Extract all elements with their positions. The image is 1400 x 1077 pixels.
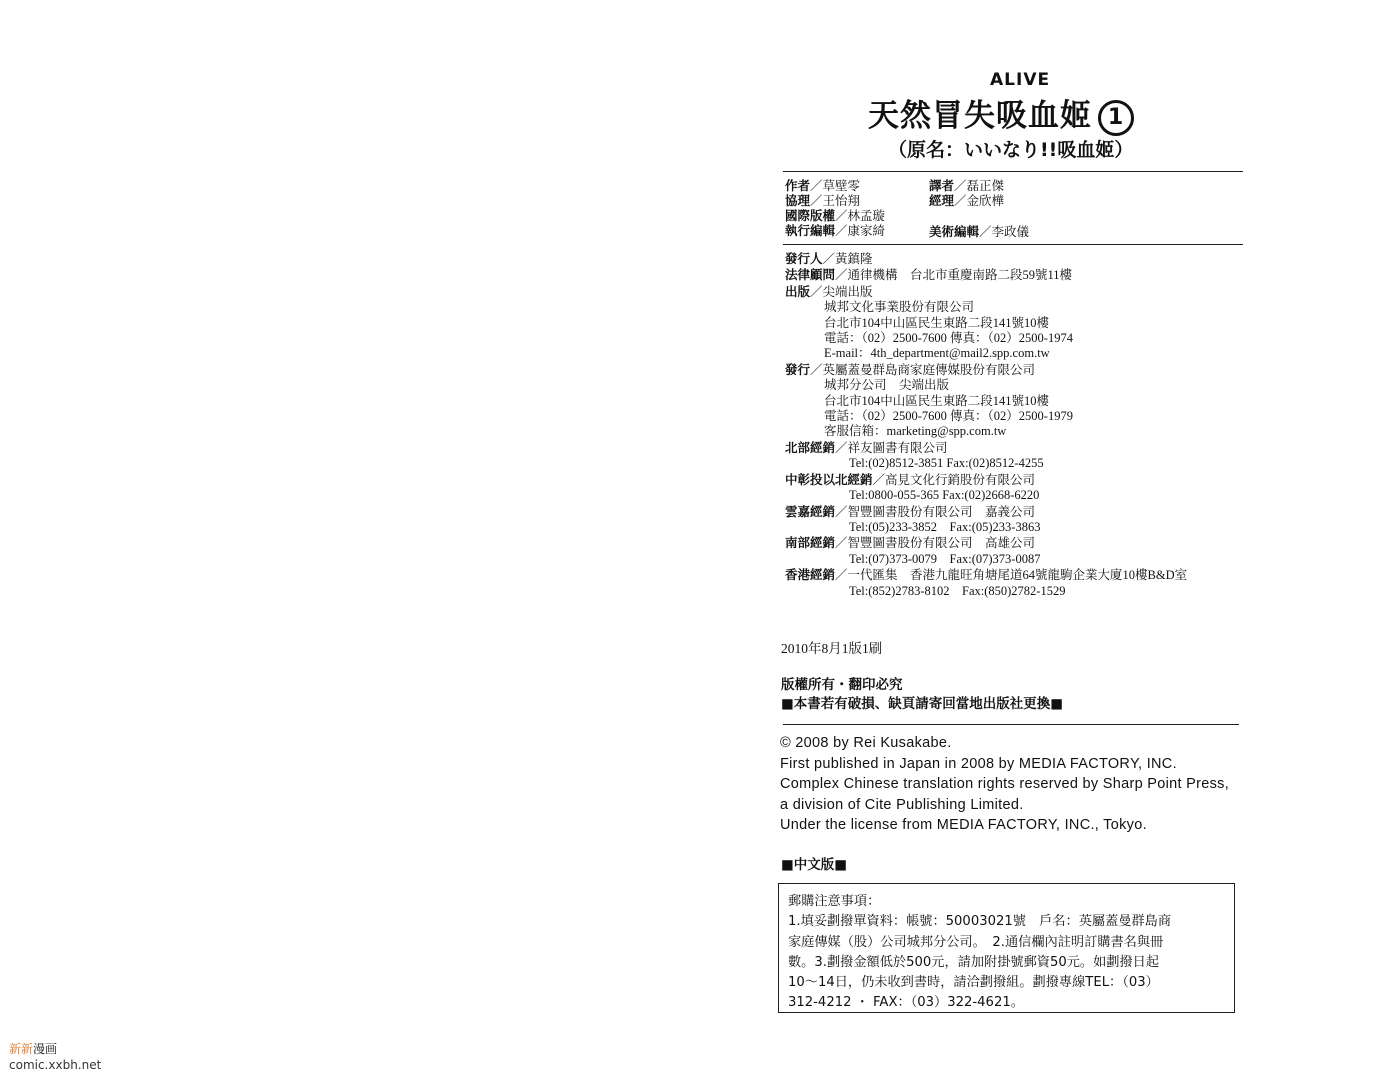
pub-line: 發行人／黃鎮隆 [785,251,873,266]
credit-art-editor: 美術編輯／李政儀 [929,224,1030,239]
pub-line: 電話：（02）2500-7600 傳真：（02）2500-1974 [824,331,1073,346]
pub-line: 城邦文化事業股份有限公司 [824,300,975,315]
rights-line-2: ■本書若有破損、缺頁請寄回當地出版社更換■ [781,696,1064,712]
pub-line: 客服信箱：marketing@spp.com.tw [824,424,1007,439]
notice-line: 10～14日，仍未收到書時，請洽劃撥組。劃撥專線TEL：（03） [788,975,1159,991]
copyright-line: © 2008 by Rei Kusakabe. [780,735,952,751]
pub-line: 南部經銷／智豐圖書股份有限公司 高雄公司 [785,535,1036,551]
pub-line: Tel:0800-055-365 Fax:(02)2668-6220 [849,488,1040,503]
notice-line: 數。3.劃撥金額低於500元，請加附掛號郵資50元。如劃撥日起 [788,954,1160,970]
copyright-line: Complex Chinese translation rights reserved by Sharp Point Press, [780,776,1230,793]
credit-author: 作者／草壁零 [785,178,861,193]
pub-line: 台北市104中山區民生東路二段141號10樓 [824,315,1050,330]
pub-line: Tel:(852)2783-8102 Fax:(850)2782-1529 [849,583,1066,598]
credit-assistant-manager: 協理／王怡翔 [785,193,861,208]
rights-notice [781,676,1063,714]
pub-line: 法律顧問／通律機構 台北市重慶南路二段59號11樓 [785,267,1073,283]
rights-line-1: 版權所有・翻印必究 [781,677,903,693]
pub-line: 城邦分公司 尖端出版 [824,378,950,393]
pub-line: 出版／尖端出版 [785,283,873,299]
edition-date: 2010年8月1版1刷 [781,641,883,656]
publishing-info [785,251,1187,599]
pub-line: Tel:(02)8512-3851 Fax:(02)8512-4255 [849,456,1044,471]
pub-line: Tel:(07)373-0079 Fax:(07)373-0087 [849,551,1041,566]
chinese-edition-label: ■中文版■ [781,857,848,873]
book-title [868,90,1134,136]
copyright-line: a division of Cite Publishing Limited. [780,796,1024,813]
copyright-english [780,733,1229,836]
divider-bottom [783,724,1239,725]
pub-line: 香港經銷／一代匯集 香港九龍旺角塘尾道64號龍駒企業大廈10樓B&D室 [785,567,1188,583]
pub-line: 電話：（02）2500-7600 傳真：（02）2500-1979 [824,409,1073,424]
watermark-site-name: 新新漫画 [9,1042,58,1056]
credit-executive-editor: 執行編輯／康家綺 [785,223,886,238]
book-title-text: 天然冒失吸血姬 [868,98,1092,134]
credit-translator: 譯者／磊正傑 [929,178,1005,193]
credit-manager: 經理／金欣樺 [929,193,1005,208]
pub-line: Tel:(05)233-3852 Fax:(05)233-3863 [849,519,1041,534]
divider-middle [783,244,1243,245]
notice-line: 家庭傳媒（股）公司城邦分公司。 2.通信欄內註明訂購書名與冊 [788,934,1164,950]
notice-line: 1.填妥劃撥單資料：帳號：50003021號 戶名：英屬蓋曼群島商 [788,914,1172,930]
pub-line: 發行／英屬蓋曼群島商家庭傳媒股份有限公司 [785,361,1036,377]
volume-number: 1 [1098,100,1134,136]
copyright-line: Under the license from MEDIA FACTORY, INC., Tokyo. [780,817,1147,834]
pub-line: E-mail：4th_department@mail2.spp.com.tw [824,346,1050,361]
credit-international-rights: 國際版權／林孟璇 [785,208,886,223]
mail-order-notice [778,883,1235,1013]
notice-line: 郵購注意事項： [788,894,881,909]
pub-line: 雲嘉經銷／智豐圖書股份有限公司 嘉義公司 [785,503,1036,519]
notice-line: 312-4212 ・ FAX：（03）322-4621。 [788,995,1024,1011]
divider-top [783,171,1243,172]
pub-line: 北部經銷／祥友圖書有限公司 [785,439,948,455]
copyright-line: First published in Japan in 2008 by MEDIA FACTORY, INC. [780,755,1177,772]
series-label: ALIVE [990,70,1051,90]
pub-line: 台北市104中山區民生東路二段141號10樓 [824,393,1050,408]
original-title: （原名：いいなり!!吸血姬） [888,139,1134,161]
watermark-url[interactable]: comic.xxbh.net [9,1058,102,1072]
pub-line: 中彰投以北經銷／高見文化行銷股份有限公司 [785,471,1036,487]
